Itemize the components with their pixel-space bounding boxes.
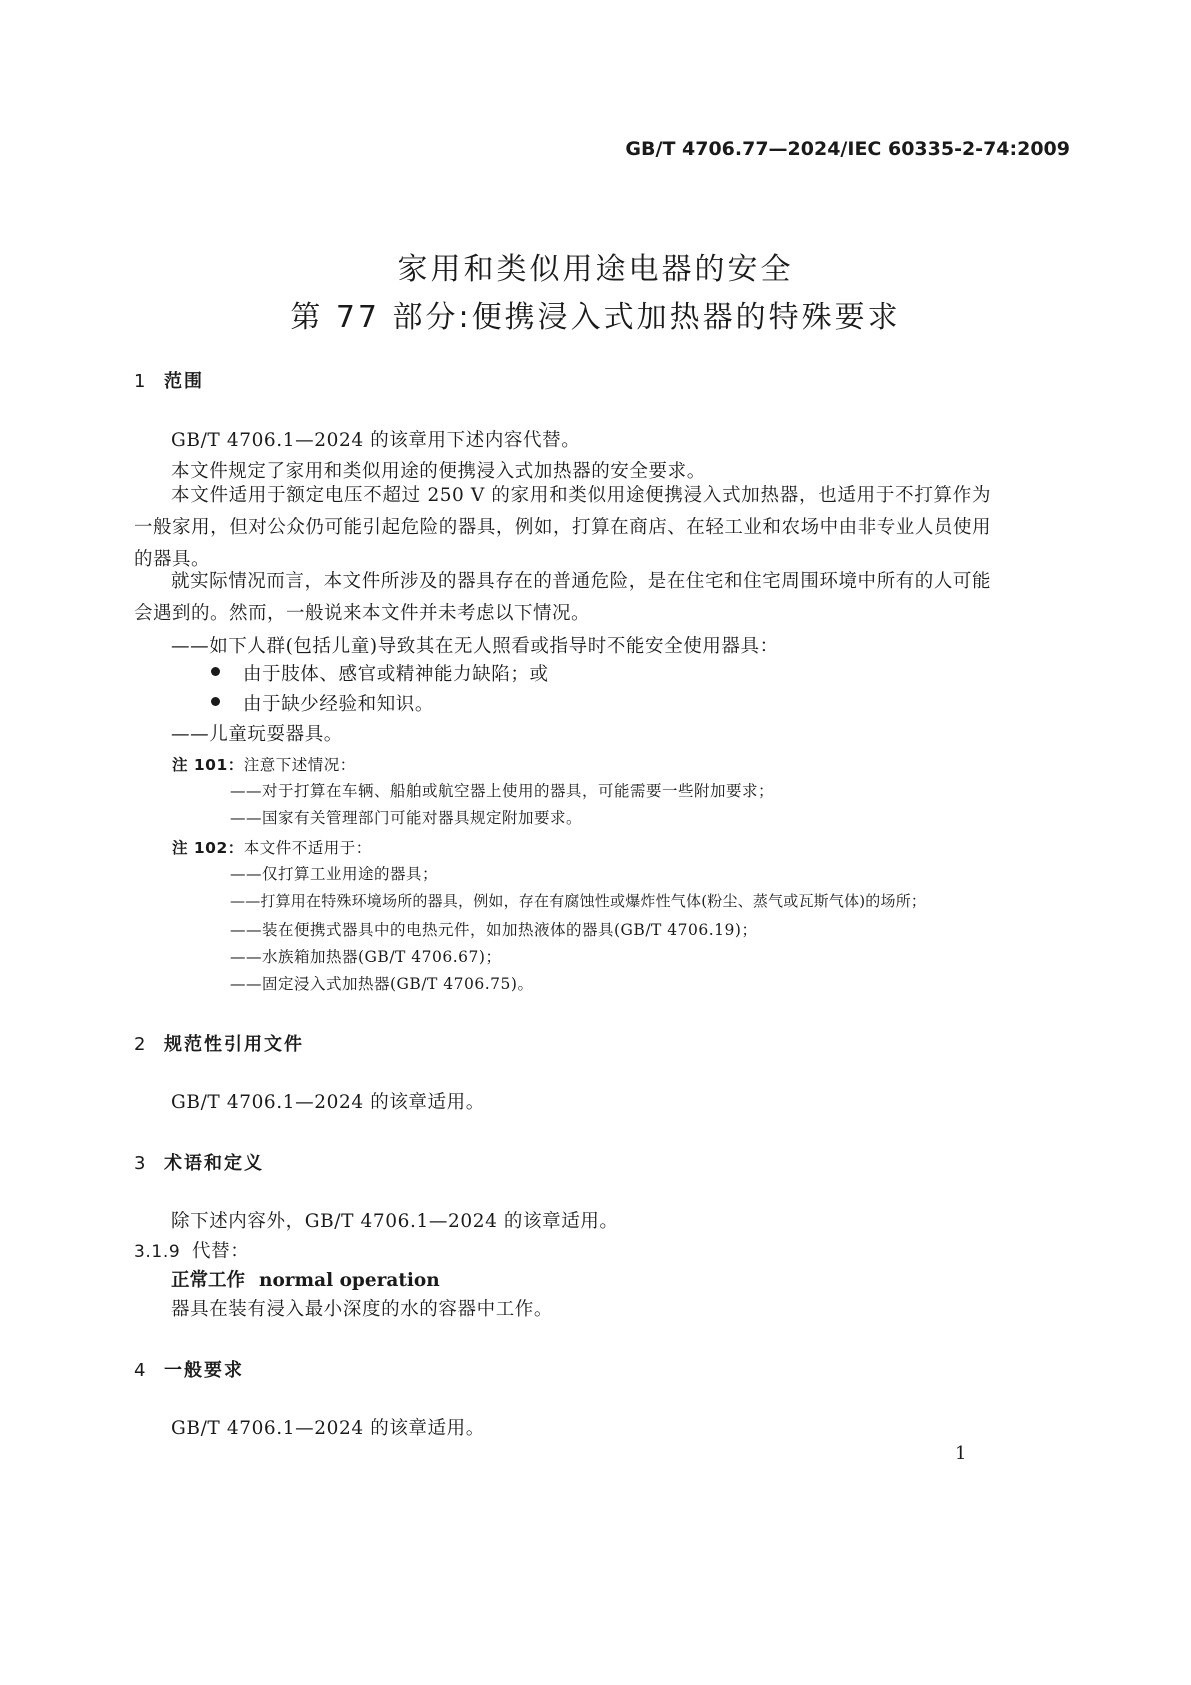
clause-text: 代替： <box>192 1241 250 1262</box>
term-entry <box>171 1266 440 1292</box>
section-number: 3 <box>134 1153 148 1174</box>
section-1-heading <box>134 367 204 393</box>
section-title: 一般要求 <box>164 1360 244 1381</box>
paragraph: GB/T 4706.1—2024 的该章用下述内容代替。 <box>171 430 581 451</box>
term-chinese: 正常工作 <box>171 1270 246 1291</box>
paragraph: 本文件规定了家用和类似用途的便携浸入式加热器的安全要求。 <box>171 461 706 482</box>
note-101 <box>172 753 356 775</box>
bullet-item: 由于肢体、感官或精神能力缺陷；或 <box>243 664 549 685</box>
section-number: 4 <box>134 1360 148 1381</box>
section-3-heading <box>134 1149 264 1175</box>
note-text: 本文件不适用于： <box>243 839 372 857</box>
clause-3-1-9 <box>134 1237 249 1263</box>
note-item: ——国家有关管理部门可能对器具规定附加要求。 <box>230 809 583 827</box>
section-number: 2 <box>134 1034 148 1055</box>
clause-number: 3.1.9 <box>134 1242 181 1262</box>
document-title-line1: 家用和类似用途电器的安全 <box>397 252 794 287</box>
note-item: ——固定浸入式加热器(GB/T 4706.75)。 <box>230 975 534 993</box>
section-number: 1 <box>134 371 148 392</box>
paragraph: GB/T 4706.1—2024 的该章适用。 <box>171 1092 485 1113</box>
note-text: 注意下述情况： <box>243 756 356 774</box>
paragraph: 就实际情况而言，本文件所涉及的器具存在的普通危险，是在住宅和住宅周围环境中所有的人可能会遇到的。然而，一般说来本文件并未考虑以下情况。 <box>134 571 991 624</box>
bullet-item: 由于缺少经验和知识。 <box>243 694 435 715</box>
note-item: ——仅打算工业用途的器具； <box>230 865 439 883</box>
paragraph: 本文件适用于额定电压不超过 250 V 的家用和类似用途便携浸入式加热器，也适用于不打算作为一般家用，但对公众仍可能引起危险的器具，例如，打算在商店、在轻工业和农场中由非专业人员使用的器具。 <box>134 485 991 570</box>
bullet-icon <box>211 697 220 706</box>
section-title: 范围 <box>164 371 204 392</box>
section-title: 术语和定义 <box>164 1153 264 1174</box>
note-item: ——打算用在特殊环境场所的器具，例如，存在有腐蚀性或爆炸性气体(粉尘、蒸气或瓦斯气体)的场所； <box>230 892 927 910</box>
document-title-line2: 第 77 部分:便携浸入式加热器的特殊要求 <box>290 300 901 335</box>
dash-item: ——儿童玩耍器具。 <box>171 724 343 745</box>
page-number: 1 <box>955 1443 967 1464</box>
note-label: 注 101： <box>172 756 244 774</box>
term-definition: 器具在装有浸入最小深度的水的容器中工作。 <box>171 1299 554 1320</box>
section-2-heading <box>134 1030 304 1056</box>
paragraph: GB/T 4706.1—2024 的该章适用。 <box>171 1418 485 1439</box>
section-4-heading <box>134 1356 244 1382</box>
paragraph: 除下述内容外，GB/T 4706.1—2024 的该章适用。 <box>171 1211 619 1232</box>
term-english: normal operation <box>259 1270 440 1291</box>
dash-item: ——如下人群(包括儿童)导致其在无人照看或指导时不能安全使用器具： <box>171 636 779 657</box>
bullet-icon <box>211 667 220 676</box>
note-item: ——水族箱加热器(GB/T 4706.67)； <box>230 948 502 966</box>
note-102 <box>172 836 372 858</box>
standard-code: GB/T 4706.77—2024/IEC 60335-2-74:2009 <box>625 138 1070 160</box>
note-label: 注 102： <box>172 839 244 857</box>
note-item: ——对于打算在车辆、船舶或航空器上使用的器具，可能需要一些附加要求； <box>230 782 775 800</box>
note-item: ——装在便携式器具中的电热元件，如加热液体的器具(GB/T 4706.19)； <box>230 921 758 939</box>
section-title: 规范性引用文件 <box>164 1034 304 1055</box>
